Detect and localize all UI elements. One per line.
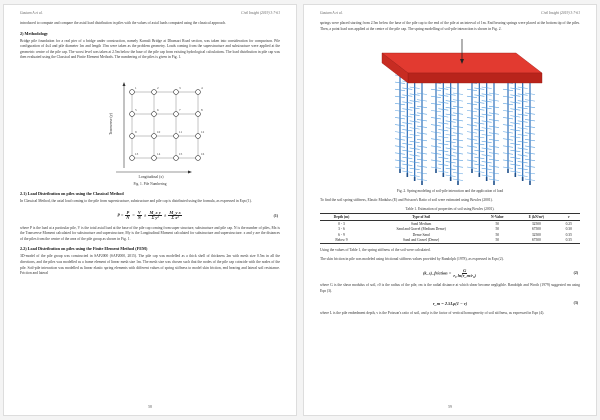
cell: Sand and Gravel (Dense) xyxy=(363,238,479,244)
running-header xyxy=(20,11,280,15)
intro-paragraph: introduced to compute and compare the axial load distribution in piles with the values of axial loads computed using the classical approach. xyxy=(20,21,227,25)
cell: Dense Sand xyxy=(412,232,430,237)
cell: 32500 xyxy=(531,232,541,237)
pile-number: 6 xyxy=(157,107,159,112)
equation-1: P = $\frac{P}{N}$ = $\frac{V}{N}$ ± $\frac{\text{M\_x y}}{\text{Σ y²}}$ ± $\frac{\text{M\_y x}}{\text{Σ x²}}$ (1) xyxy=(117,209,278,221)
cell: 0.35 xyxy=(557,238,580,244)
cell: 50 xyxy=(495,227,500,232)
figure-1-caption: Fig. 1. Pile Numbering xyxy=(133,181,167,186)
eq3-number: (3) xyxy=(573,301,578,306)
table-1-caption: Table 1. Estimation of properties of soil using Bowles (2001). xyxy=(405,206,495,211)
heading-classical: 2.1) Load Distribution on piles using the Classical Method xyxy=(20,190,124,196)
eq1-t1-bot: N xyxy=(126,215,130,221)
header-authors: Gautam A et al. xyxy=(320,11,343,15)
pile-node xyxy=(174,112,179,117)
x-axis-arrow-icon xyxy=(188,170,192,173)
cell: 32500 xyxy=(531,221,541,226)
classical-paragraph: In Classical Method, the axial load coming to the pile from superstructure, substructure and pile cap is distributed using the formula, as expressed in Eqn (1). xyxy=(20,198,252,203)
final-paragraph: where L is the pile embedment depth, ν is the Poisson's ratio of soil, and ρ is the factor of vertical homogeneity of soil stiffness, as expressed in Eqn (4). xyxy=(320,310,545,315)
pile-number: 14 xyxy=(157,151,161,156)
y-axis-label: Transverse (y) xyxy=(109,113,113,135)
pile-node xyxy=(174,90,179,95)
soil-intro-paragraph: To find the soil spring stiffness, Elastic Modulus (E) and Poisson's Ratio of soil were estimated using Bowles (2001). xyxy=(320,198,493,203)
pile-number: 13 xyxy=(135,151,139,156)
equation-3 xyxy=(320,298,580,309)
eq1-number: (1) xyxy=(273,213,278,218)
heading-fem: 2.2) Load Distribution on piles using the Finite Element Method (FEM) xyxy=(20,246,148,252)
figure-1-pile-grid xyxy=(20,64,280,180)
cell: 50 xyxy=(495,232,500,237)
pile-node xyxy=(130,134,135,139)
eq2-lhs: (k_s)_friction = xyxy=(422,270,453,276)
eq1-t4-bot: Σ x² xyxy=(171,215,179,221)
cell: Sand and Gravel (Medium Dense) xyxy=(396,227,446,232)
cell: 0.25 xyxy=(565,221,572,226)
fe-model-svg xyxy=(320,35,582,187)
header-authors: Gautam A et al. xyxy=(20,11,43,15)
pile-number: 7 xyxy=(179,107,181,112)
th-poisson: ν xyxy=(557,213,580,220)
classical-where-paragraph: where P is the load at a particular pile, V is the total axial load at the base of the pile cap coming from super structure, substructure and pile cap. N is the number of piles, Mx is the Transverse Moment calculated for substructure and superstructure, My is the Longitudinal Moment calculated for substructure and superstructure. x and y are the distances of the piles from the centre of the area of the pile group as shown in Fig. 1. xyxy=(20,225,280,241)
pile-node xyxy=(130,90,135,95)
pile-node xyxy=(152,112,157,117)
pile-number: 4 xyxy=(201,85,203,90)
shaft-paragraph: The skin friction in pile was modeled using frictional stiffness values provided by Randolph (1978), as expressed in Eqn (2). xyxy=(320,256,504,261)
eq1-t2-bot: N xyxy=(137,215,141,221)
springs-paragraph: springs were placed starting from 2.5m below the base of the pile cap to the end of the pile at an interval of 1m. End bearing springs were placed at the bottom tip of the piles. Then, a point load was applied at the centre of the pile cap. The spring modelling of soil-pile interaction is shown in Fig. 2. xyxy=(320,21,580,31)
th-n-value: N-Value xyxy=(479,213,515,220)
methodology-paragraph: Bridge pile foundation for a real pier of a bridge under construction, namely Karnali Bridge at Dhansari Road section, was taken into consideration for comparison. Pile configuration of 4x4 and pile diameter 1m and length 15m were taken as the problem geometry. Loads coming from the superstructure and substructure were applied at the geometric centre of the pile cap. The worst level was taken at 2.5m below the base of the pile cap from existing hydrological calculations. The load distribution in pile cap was then evaluated using the Classical and Finite Element Methods. The numbering of the piles is given in Fig. 1. xyxy=(20,38,280,60)
page-right xyxy=(303,4,597,416)
cell: Sand Medium xyxy=(410,221,432,226)
pile-node xyxy=(152,90,157,95)
figure-2-fe-model xyxy=(320,35,580,187)
pile-cap-front xyxy=(408,73,542,83)
eq1-t1-top: P xyxy=(126,209,130,215)
pile-node xyxy=(196,156,201,161)
cell: 50 xyxy=(479,238,515,244)
cell: 3 - 6 xyxy=(338,227,345,232)
cell: Below 9 xyxy=(320,238,363,244)
table-row xyxy=(320,238,580,244)
page-left xyxy=(3,4,297,416)
pile-number: 5 xyxy=(135,107,137,112)
pile-node xyxy=(152,134,157,139)
eq1-t4-top: M_y x xyxy=(169,209,181,215)
header-journal: Civil Insight (2019) 3:7-61 xyxy=(541,11,580,15)
figure-2-caption: Fig. 2. Spring modeling of soil-pile interaction and the application of load xyxy=(396,189,504,194)
pile-number: 11 xyxy=(179,129,183,134)
th-depth: Depth (m) xyxy=(320,213,363,220)
eq1-t2-top: V xyxy=(137,209,141,215)
pile-number: 9 xyxy=(135,129,137,134)
eq2-bot: r₀ ln(r_m/r₀) xyxy=(453,272,477,278)
fem-paragraph: 3D-model of the pile group was constructed in SAP2000 (SAP2000, 2015). The pile cap was modelled as a thick shell of thickness 2m with mesh size 0.5m in all the directions, and the piles was modelled as a frame element of linear mesh size 1m. The mesh size was chosen such that the nodes of the pile cap coincide with the nodes of the pile. Soil-pile interaction was modelled as linear elastic spring elements with different values of spring stiffness to model skin friction, end bearing and lateral soil resistance. Friction and lateral xyxy=(20,254,280,276)
pile-node xyxy=(196,134,201,139)
x-axis-label: Longitudinal (x) xyxy=(138,174,164,179)
pile-number: 12 xyxy=(201,129,205,134)
pile-number: 15 xyxy=(179,151,183,156)
pile-number: 8 xyxy=(201,107,203,112)
pile-node xyxy=(174,134,179,139)
table-1-soil-properties xyxy=(320,213,580,244)
cell: 0.30 xyxy=(565,227,572,232)
eq1-t3-bot: Σ y² xyxy=(151,215,159,221)
th-elastic-modulus: E (kN/m²) xyxy=(515,213,557,220)
pile-node xyxy=(152,156,157,161)
header-journal: Civil Insight (2019) 3:7-61 xyxy=(241,11,280,15)
cell: 0 - 3 xyxy=(338,221,345,226)
pile-grid-svg xyxy=(20,64,282,180)
pile-node xyxy=(130,156,135,161)
equation-2 xyxy=(320,265,580,281)
pile-number: 16 xyxy=(201,151,205,156)
pile-number: 10 xyxy=(157,129,161,134)
pile-node xyxy=(196,90,201,95)
th-soil-type: Type of Soil xyxy=(363,213,479,220)
eq1-lhs: P = xyxy=(117,212,125,218)
page-number: 58 xyxy=(148,405,152,409)
page-number: 59 xyxy=(448,405,452,409)
pile-number: 1 xyxy=(135,85,137,90)
cell: 67500 xyxy=(531,227,541,232)
cell: 0.35 xyxy=(565,232,572,237)
cell: 67500 xyxy=(515,238,557,244)
shaft-where-paragraph: where G is the shear modulus of soil, r0 is the radius of the pile, rm is the radial distance at which shear become negligible. Randolph and Wroth (1979) suggested rm using Eqn (3). xyxy=(320,283,580,293)
heading-methodology: 2) Methodology xyxy=(20,30,49,36)
cell: 50 xyxy=(495,221,500,226)
eq1-t3-top: M_x y xyxy=(149,209,161,215)
pile-node xyxy=(196,112,201,117)
cell: 6 - 9 xyxy=(338,232,345,237)
pile-node xyxy=(174,156,179,161)
y-axis-arrow-icon xyxy=(123,82,126,86)
pile-node xyxy=(130,112,135,117)
running-header xyxy=(320,11,580,15)
eq2-top: G xyxy=(463,267,467,273)
eq3-body: r_m = 2.5Lρ(1 − ν) xyxy=(432,300,468,306)
pile-number: 2 xyxy=(157,85,159,90)
pile-number: 3 xyxy=(179,85,181,90)
eq2-number: (2) xyxy=(573,271,578,276)
table-usage-paragraph: Using the values of Table 1, the spring stiffness of the soil were calculated. xyxy=(320,248,431,253)
